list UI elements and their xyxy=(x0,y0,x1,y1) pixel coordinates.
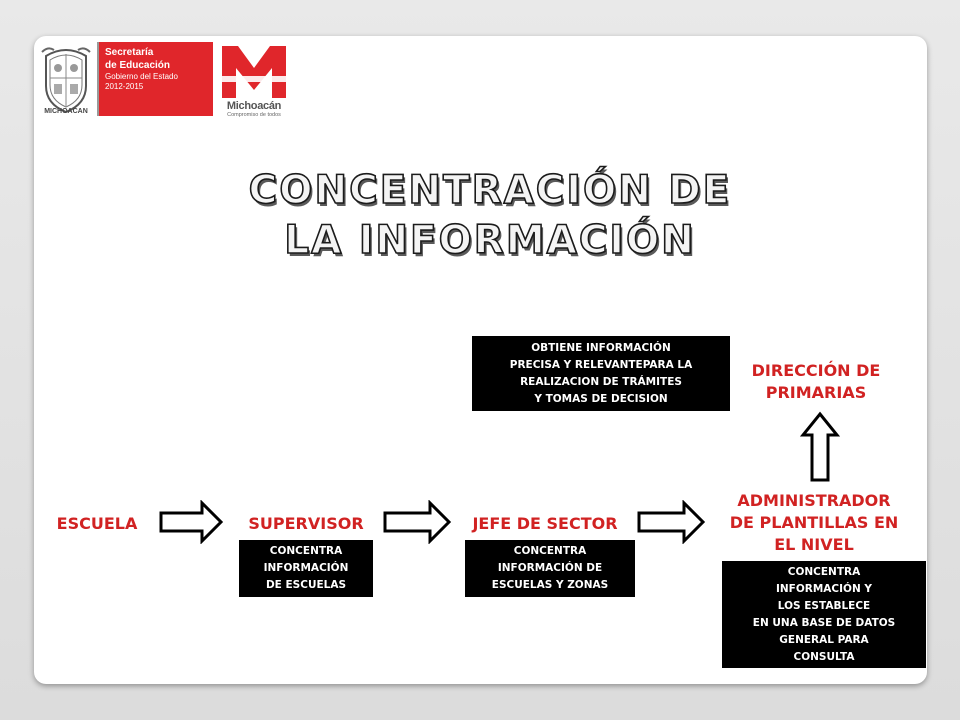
admin-line-1: ADMINISTRADOR xyxy=(737,491,891,510)
info-box-administrador xyxy=(722,561,926,668)
up-arrow-icon xyxy=(800,411,840,483)
admin-line-2: DE PLANTILLAS EN xyxy=(729,513,899,532)
info-box-obtiene xyxy=(472,336,730,411)
info-box-supervisor xyxy=(239,540,373,597)
admin-box-line-2: INFORMACIÓN Y xyxy=(775,582,873,595)
admin-line-3: EL NIVEL xyxy=(774,535,854,554)
michoacan-name: Michoacán xyxy=(226,100,282,112)
gobierno-line-2: 2012-2015 xyxy=(105,82,144,91)
admin-box-line-3: LOS ESTABLECE xyxy=(777,599,871,612)
jefe-box-line-1: CONCENTRA xyxy=(513,545,587,557)
node-jefe-de-sector: JEFE DE SECTOR xyxy=(472,514,618,533)
admin-box-line-6: CONSULTA xyxy=(793,650,855,663)
admin-box-line-4: EN UNA BASE DE DATOS xyxy=(752,616,896,629)
seal-label: MICHOACAN xyxy=(44,108,88,115)
secretaria-line-2: de Educación xyxy=(105,60,171,71)
right-arrow-icon xyxy=(636,500,706,544)
gobierno-line-1: Gobierno del Estado xyxy=(105,72,178,81)
right-arrow-icon xyxy=(382,500,452,544)
page-title xyxy=(150,166,830,266)
jefe-box-line-3: ESCUELAS Y ZONAS xyxy=(491,579,609,591)
node-direccion-primarias xyxy=(732,360,900,404)
info-box-jefe xyxy=(465,540,635,597)
admin-box-line-5: GENERAL PARA xyxy=(779,633,869,646)
direccion-line-1: DIRECCIÓN DE xyxy=(751,361,881,380)
title-line-1: CONCENTRACIÓN DE xyxy=(248,168,732,213)
node-supervisor: SUPERVISOR xyxy=(248,514,364,533)
obtiene-line-3: REALIZACION DE TRÁMITES xyxy=(520,375,682,388)
node-administrador xyxy=(712,490,916,556)
obtiene-line-4: Y TOMAS DE DECISION xyxy=(534,392,668,405)
sup-box-line-1: CONCENTRA xyxy=(269,545,343,557)
michoacan-tagline: Compromiso de todos xyxy=(227,112,281,118)
sup-box-line-2: INFORMACIÓN xyxy=(263,562,349,574)
title-line-2: LA INFORMACIÓN xyxy=(284,218,696,263)
right-arrow-icon xyxy=(158,500,224,544)
direccion-line-2: PRIMARIAS xyxy=(765,383,867,402)
state-seal-icon xyxy=(40,42,92,118)
obtiene-line-2: PRECISA Y RELEVANTEPARA LA xyxy=(509,358,693,371)
obtiene-line-1: OBTIENE INFORMACIÓN xyxy=(531,341,671,354)
sup-box-line-3: DE ESCUELAS xyxy=(265,579,347,591)
secretaria-logo xyxy=(99,42,213,116)
jefe-box-line-2: INFORMACIÓN DE xyxy=(497,562,603,574)
node-escuela: ESCUELA xyxy=(56,514,138,533)
secretaria-line-1: Secretaría xyxy=(105,47,154,58)
admin-box-line-1: CONCENTRA xyxy=(787,565,861,578)
